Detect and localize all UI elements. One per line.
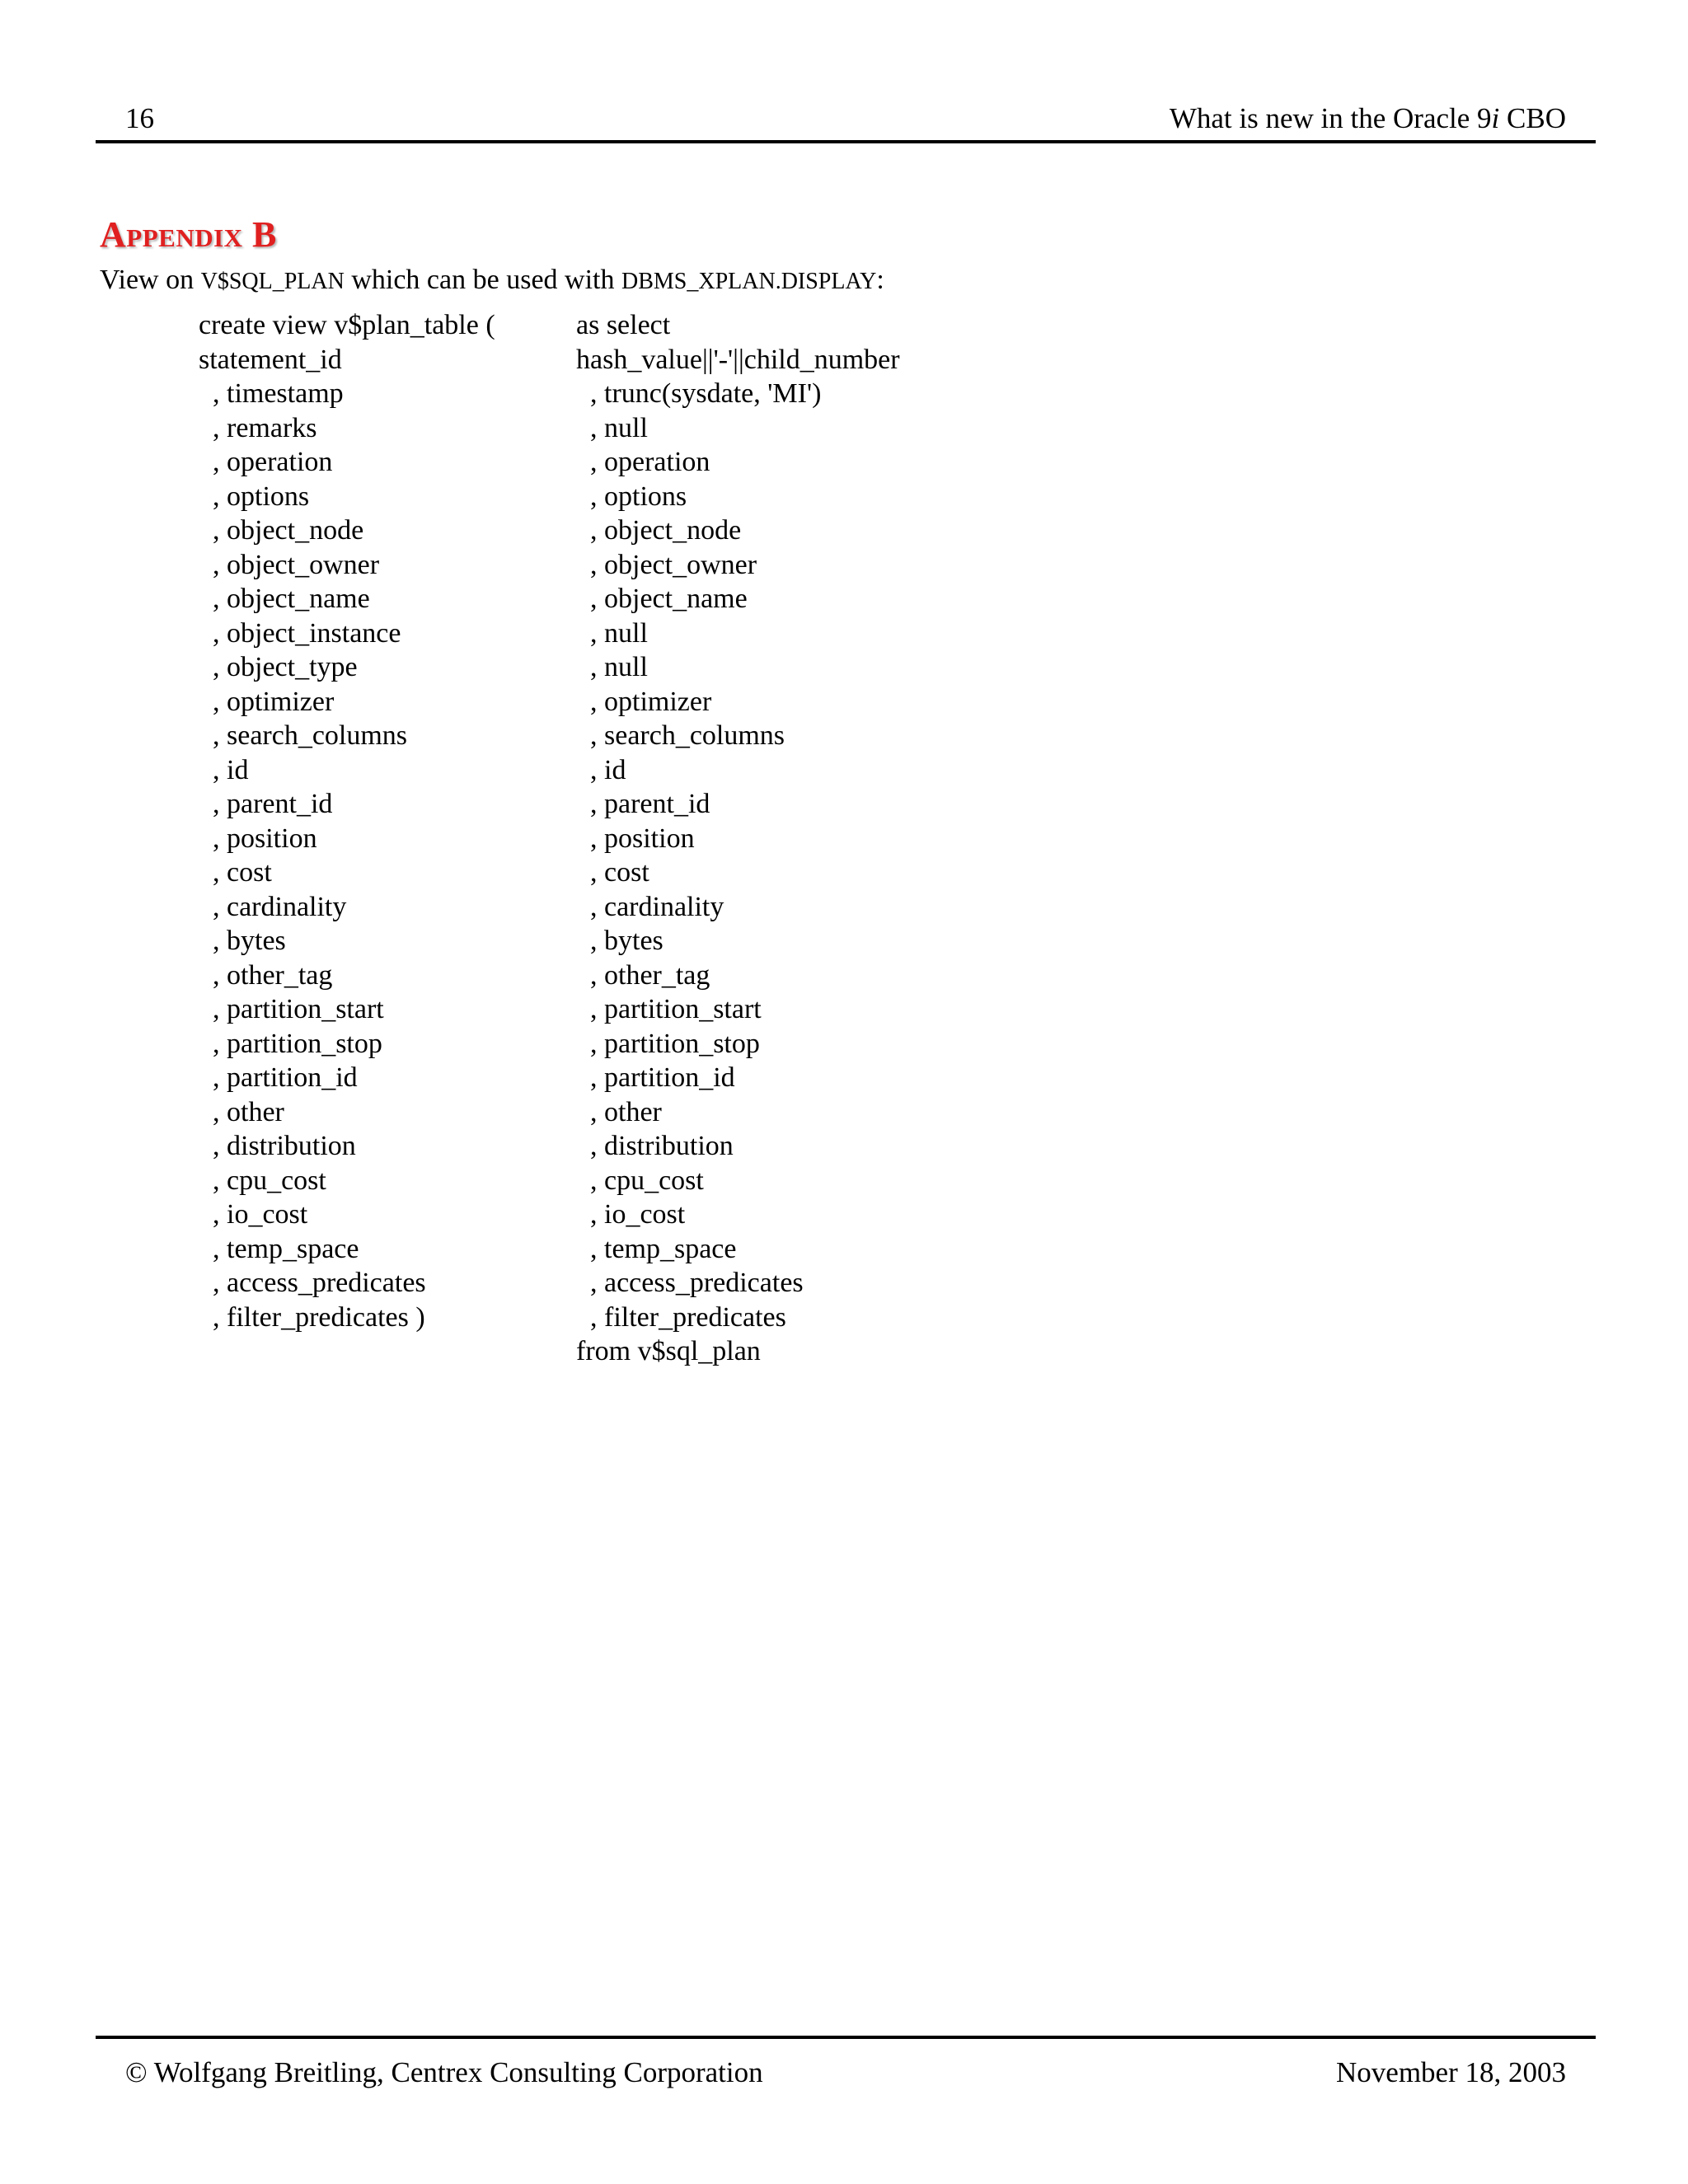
code-right-column [576, 308, 900, 1369]
code-line: , temp_space [576, 1233, 737, 1264]
code-line: , object_owner [576, 549, 757, 580]
page-number: 16 [125, 102, 154, 134]
code-line: , partition_id [199, 1062, 358, 1093]
code-line: , id [199, 754, 249, 785]
footer-date: November 18, 2003 [1336, 2056, 1566, 2088]
code-line: hash_value||'-'||child_number [576, 344, 900, 375]
running-title-prefix: What is new in the Oracle 9 [1169, 102, 1492, 134]
code-line: , other_tag [576, 959, 710, 991]
footer-copyright: © Wolfgang Breitling, Centrex Consulting Corporation [125, 2056, 763, 2088]
code-line: , search_columns [576, 720, 785, 751]
code-line: , parent_id [199, 789, 333, 819]
code-line: , cardinality [199, 891, 347, 922]
code-line: , timestamp [199, 378, 344, 409]
code-line: , other_tag [199, 959, 333, 991]
code-line: , bytes [576, 926, 663, 956]
running-title [1170, 102, 1566, 135]
code-line: , position [576, 823, 695, 854]
code-line: , object_node [576, 515, 742, 546]
code-line: , cpu_cost [576, 1165, 704, 1196]
code-line: , null [576, 652, 648, 682]
code-line: , filter_predicates ) [199, 1301, 425, 1333]
code-line: , partition_start [576, 994, 762, 1024]
code-line: , partition_start [199, 994, 384, 1024]
page-header [96, 97, 1596, 143]
code-line: , remarks [199, 412, 317, 443]
code-line: , position [199, 823, 317, 854]
code-line: , parent_id [576, 789, 710, 819]
intro-prefix: View on [100, 265, 201, 295]
code-line: , partition_id [576, 1062, 735, 1093]
code-line: , null [576, 617, 648, 649]
code-line: , distribution [199, 1131, 356, 1161]
code-line: , object_type [199, 652, 358, 682]
code-line: , object_name [199, 583, 370, 614]
intro-middle: which can be used with [344, 265, 621, 295]
code-line: , null [576, 412, 648, 443]
code-line: , other [576, 1096, 662, 1127]
code-line: , partition_stop [576, 1028, 760, 1059]
code-line: , cost [199, 857, 272, 888]
code-line: , bytes [199, 926, 286, 956]
running-title-suffix: CBO [1499, 102, 1566, 134]
code-line: , optimizer [576, 686, 712, 717]
code-line: , trunc(sysdate, 'MI') [576, 378, 822, 409]
code-line: , temp_space [199, 1233, 359, 1264]
code-line: create view v$plan_table ( [199, 310, 495, 340]
code-line: , object_name [576, 583, 748, 614]
code-line: , cost [576, 857, 649, 888]
code-line: , optimizer [199, 686, 335, 717]
code-line: , access_predicates [576, 1268, 804, 1298]
code-line: , partition_stop [199, 1028, 382, 1059]
code-line: , object_owner [199, 549, 380, 580]
code-line: , options [576, 480, 687, 512]
code-line: , object_instance [199, 617, 401, 649]
code-line: , search_columns [199, 720, 408, 751]
page-footer [96, 2036, 1596, 2102]
code-line: , id [576, 754, 626, 785]
intro-suffix: : [876, 265, 884, 295]
code-line: , io_cost [199, 1199, 308, 1230]
code-line: from v$sql_plan [576, 1336, 761, 1366]
code-line: statement_id [199, 344, 342, 375]
intro-paragraph [100, 263, 884, 299]
code-line: , other [199, 1096, 284, 1127]
code-line: , cpu_cost [199, 1165, 326, 1196]
code-line: , filter_predicates [576, 1301, 786, 1333]
appendix-heading: Appendix B [100, 214, 277, 255]
code-left-column [199, 308, 495, 1334]
code-line: , distribution [576, 1131, 734, 1161]
code-line: , operation [576, 447, 710, 477]
code-line: , io_cost [576, 1199, 686, 1230]
code-line: , cardinality [576, 891, 724, 922]
running-title-italic: i [1491, 102, 1500, 134]
intro-view-name: V$SQL_PLAN [200, 269, 345, 294]
code-line: , operation [199, 447, 333, 477]
code-line: , object_node [199, 515, 364, 546]
code-line: as select [576, 310, 671, 340]
intro-package-name: DBMS_XPLAN.DISPLAY [621, 269, 877, 294]
code-line: , access_predicates [199, 1268, 426, 1298]
code-line: , options [199, 480, 310, 512]
